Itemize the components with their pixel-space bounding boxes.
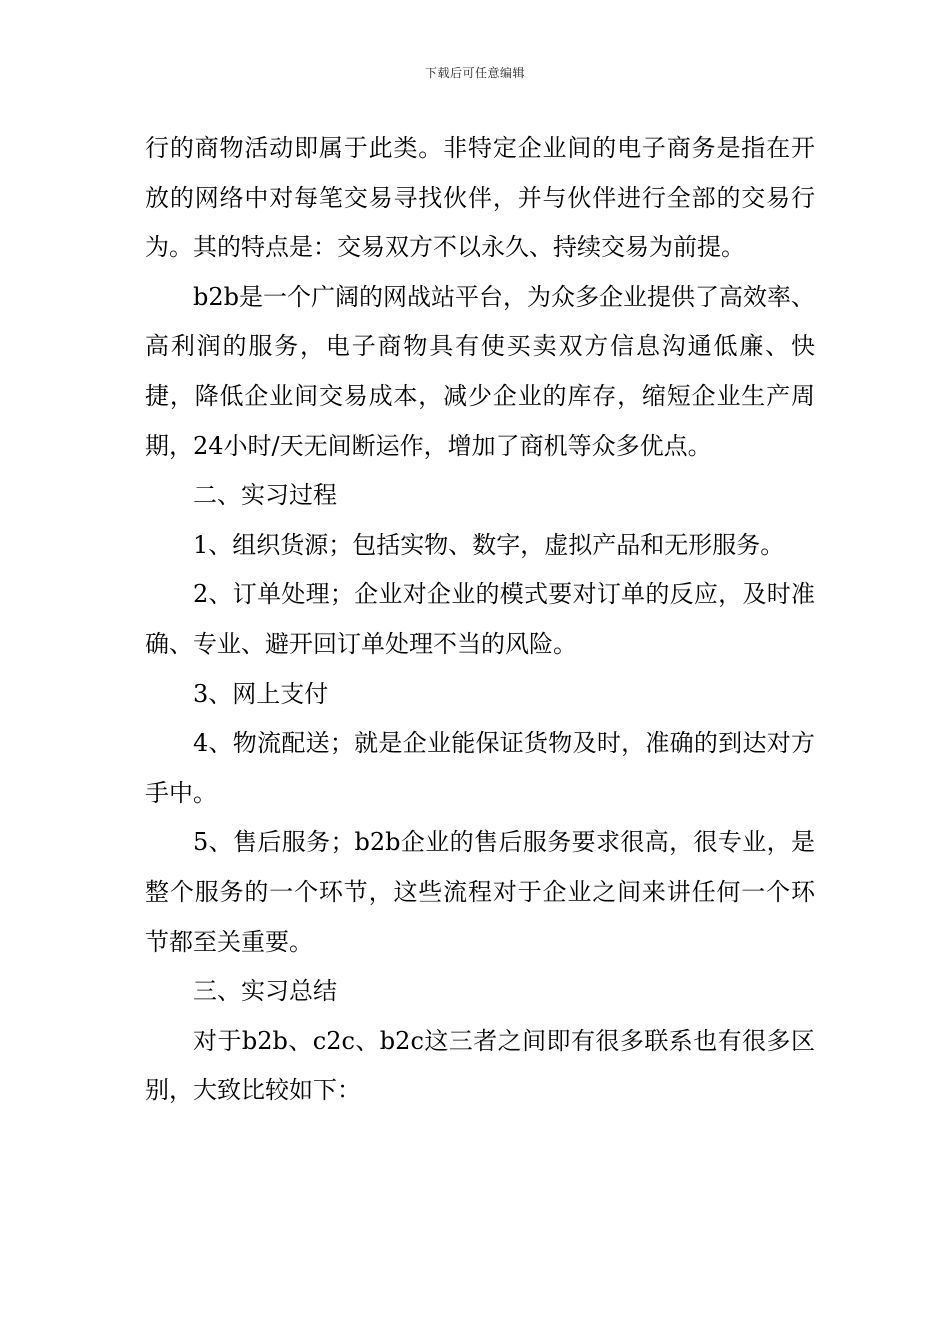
document-body bbox=[145, 124, 815, 1116]
paragraph-intro-continued: 行的商物活动即属于此类。非特定企业间的电子商务是指在开放的网络中对每笔交易寻找伙伴，并与伙伴进行全部的交易行为。其的特点是：交易双方不以永久、持续交易为前提。 bbox=[145, 134, 815, 262]
section-heading-internship-summary: 三、实习总结 bbox=[193, 977, 337, 1006]
list-item-online-payment: 3、网上支付 bbox=[193, 679, 329, 708]
list-item-order-processing: 2、订单处理；企业对企业的模式要对订单的反应，及时准确、专业、避开回订单处理不当的风险。 bbox=[145, 580, 815, 658]
list-item-after-sales: 5、售后服务；b2b企业的售后服务要求很高，很专业，是整个服务的一个环节，这些流程对于企业之间来讲任何一个环节都至关重要。 bbox=[145, 828, 815, 956]
paragraph-b2b-overview: b2b是一个广阔的网战站平台，为众多企业提供了高效率、高利润的服务，电子商物具有使买卖双方信息沟通低廉、快捷，降低企业间交易成本，减少企业的库存，缩短企业生产周期，24小时/天无间断运作，增加了商机等众多优点。 bbox=[145, 282, 815, 460]
page-header-note: 下载后可任意编辑 bbox=[424, 66, 525, 80]
list-item-sourcing: 1、组织货源；包括实物、数字，虚拟产品和无形服务。 bbox=[193, 530, 785, 559]
paragraph-comparison-intro: 对于b2b、c2c、b2c这三者之间即有很多联系也有很多区别，大致比较如下： bbox=[145, 1026, 815, 1105]
list-item-logistics: 4、物流配送；就是企业能保证货物及时，准确的到达对方手中。 bbox=[145, 729, 815, 807]
section-heading-internship-process: 二、实习过程 bbox=[193, 481, 337, 510]
